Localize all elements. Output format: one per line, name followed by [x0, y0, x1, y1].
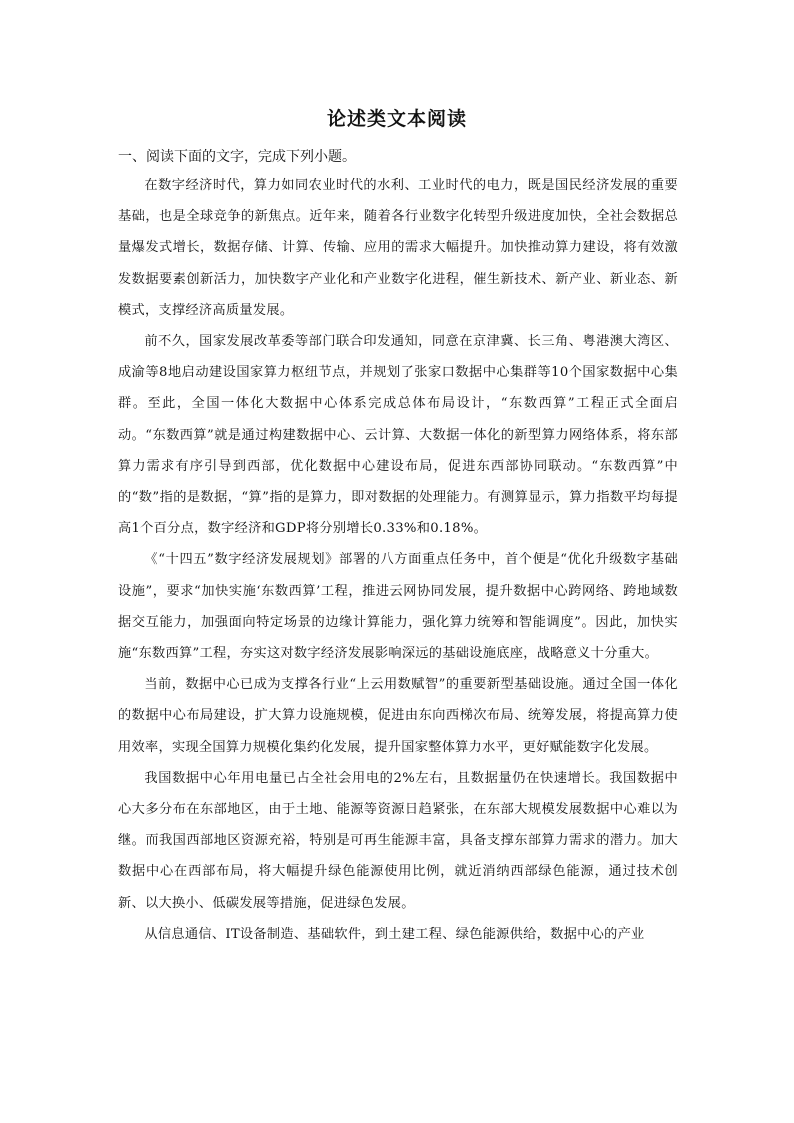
paragraph: 从信息通信、IT设备制造、基础软件，到土建工程、绿色能源供给，数据中心的产业 [144, 926, 645, 942]
paragraph: 我国数据中心年用电量已占全社会用电的2%左右，且数据量仍在快速增长。我国数据中心大多分布在东部地区，由于土地、能源等资源日趋紧张，在东部大规模发展数据中心难以为继。而我国西部地区资源充裕，特别是可再生能源丰富，具备支撑东部算力需求的潜力。加大数据中心在西部布局，将大幅提升绿色能源使用比例，就近消纳西部绿色能源，通过技术创新、以大换小、低碳发展等措施，促进绿色发展。 [118, 770, 678, 911]
page-title: 论述类文本阅读 [326, 108, 467, 130]
paragraph: 前不久，国家发展改革委等部门联合印发通知，同意在京津冀、长三角、粤港澳大湾区、成渝等8地启动建设国家算力枢纽节点，并规划了张家口数据中心集群等10个国家数据中心集群。至此，全国一体化大数据中心体系完成总体布局设计，“东数西算”工程正式全面启动。“东数西算”就是通过构建数据中心、云计算、大数据一体化的新型算力网络体系，将东部算力需求有序引导到西部，优化数据中心建设布局，促进东西部协同联动。“东数西算”中的“数”指的是数据，“算”指的是算力，即对数据的处理能力。有测算显示，算力指数平均每提高1个百分点，数字经济和GDP将分别增长0.33%和0.18%。 [118, 334, 678, 537]
paragraph: 在数字经济时代，算力如同农业时代的水利、工业时代的电力，既是国民经济发展的重要基础，也是全球竞争的新焦点。近年来，随着各行业数字化转型升级进度加快，全社会数据总量爆发式增长，数据存储、计算、传输、应用的需求大幅提升。加快推动算力建设，将有效激发数据要素创新活力，加快数字产业化和产业数字化进程，催生新技术、新产业、新业态、新模式，支撑经济高质量发展。 [118, 178, 678, 318]
article-body [118, 170, 678, 950]
paragraph: 《“十四五”数字经济发展规划》部署的八方面重点任务中，首个便是“优化升级数字基础设施”，要求“加快实施‘东数西算’工程，推进云网协同发展，提升数据中心跨网络、跨地域数据交互能力，加强面向特定场景的边缘计算能力，强化算力统筹和智能调度”。因此，加快实施“东数西算”工程，夯实这对数字经济发展影响深远的基础设施底座，战略意义十分重大。 [118, 552, 678, 662]
question-instruction: 一、阅读下面的文字，完成下列小题。 [118, 149, 356, 165]
paragraph: 当前，数据中心已成为支撑各行业“上云用数赋智”的重要新型基础设施。通过全国一体化的数据中心布局建设，扩大算力设施规模，促进由东向西梯次布局、统筹发展，将提高算力使用效率，实现全国算力规模化集约化发展，提升国家整体算力水平，更好赋能数字化发展。 [118, 677, 678, 755]
